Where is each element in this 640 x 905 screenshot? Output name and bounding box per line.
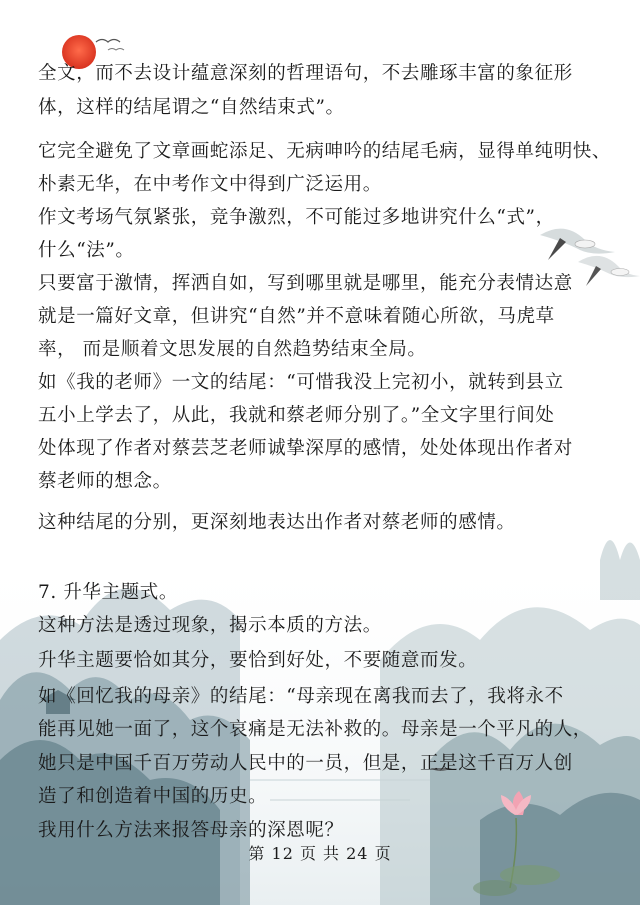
- text-line: 率， 而是顺着文思发展的自然趋势结束全局。: [38, 339, 427, 360]
- bird-icon: [108, 49, 124, 51]
- text-line: 什么“法”。: [38, 240, 135, 261]
- section-heading: 7. 升华主题式。: [38, 582, 178, 603]
- text-line: 处体现了作者对蔡芸芝老师诚挚深厚的感情，处处体现出作者对: [38, 438, 573, 459]
- text-line: 如《我的老师》一文的结尾：“可惜我没上完初小，就转到县立: [38, 372, 564, 393]
- text-line: 蔡老师的想念。: [38, 471, 172, 492]
- text-line: 它完全避免了文章画蛇添足、无病呻吟的结尾毛病，显得单纯明快、: [38, 141, 612, 162]
- text-line: 全文，而不去设计蕴意深刻的哲理语句，不去雕琢丰富的象征形: [38, 63, 573, 84]
- text-line: 升华主题要恰如其分，要恰到好处，不要随意而发。: [38, 650, 478, 671]
- text-line: 只要富于激情，挥洒自如，写到哪里就是哪里，能充分表情达意: [38, 273, 573, 294]
- text-line: 五小上学去了，从此，我就和蔡老师分别了。”全文字里行间处: [38, 405, 555, 426]
- text-line: 就是一篇好文章，但讲究“自然”并不意味着随心所欲，马虎草: [38, 306, 555, 327]
- bird-icon: [96, 40, 120, 43]
- text-line: 作文考场气氛紧张，竞争激烈，不可能过多地讲究什么“式”，: [38, 207, 555, 228]
- text-line: 造了和创造着中国的历史。: [38, 786, 268, 807]
- text-line: 她只是中国千百万劳动人民中的一员，但是，正是这千百万人创: [38, 753, 573, 774]
- text-line: 能再见她一面了，这个哀痛是无法补救的。母亲是一个平凡的人，: [38, 719, 592, 740]
- text-line: 这种方法是透过现象，揭示本质的方法。: [38, 615, 382, 636]
- text-line: 这种结尾的分别，更深刻地表达出作者对蔡老师的感情。: [38, 512, 516, 533]
- text-line: 如《回忆我的母亲》的结尾：“母亲现在离我而去了，我将永不: [38, 686, 564, 707]
- text-line: 朴素无华，在中考作文中得到广泛运用。: [38, 174, 382, 195]
- text-line: 我用什么方法来报答母亲的深恩呢？: [38, 820, 344, 841]
- page-number-footer: 第 12 页 共 24 页: [248, 844, 392, 863]
- text-line: 体，这样的结尾谓之“自然结束式”。: [38, 97, 345, 118]
